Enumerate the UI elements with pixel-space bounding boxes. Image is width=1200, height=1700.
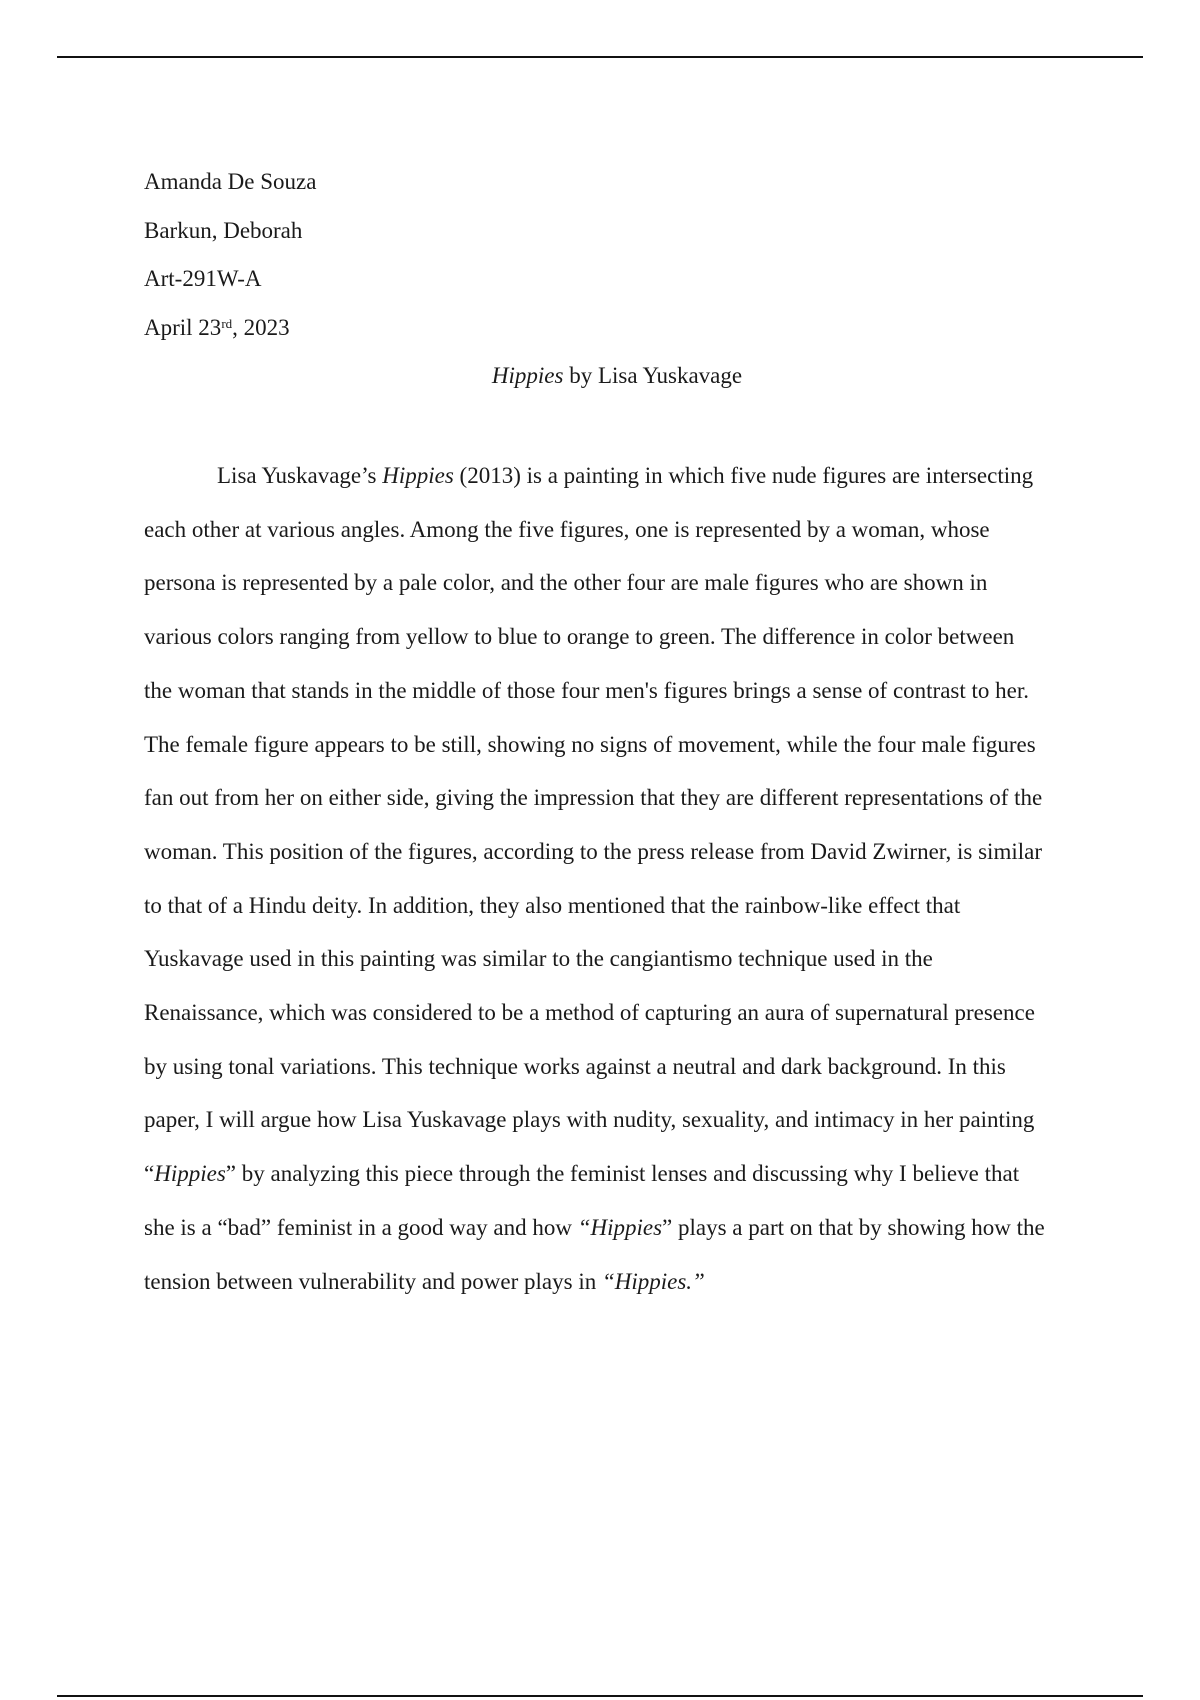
text-line: woman. This position of the figures, according to the press release from David Zwirner, is similar xyxy=(144,838,1042,864)
text-run-italic: Hippies xyxy=(154,1161,226,1187)
text-line xyxy=(144,1201,1094,1255)
paper-date xyxy=(144,304,316,353)
title-rest: by Lisa Yuskavage xyxy=(563,363,743,388)
bottom-rule xyxy=(57,1695,1143,1697)
paper-title xyxy=(0,352,1200,400)
text-run: she is a “bad” feminist in a good way and how xyxy=(144,1214,578,1240)
text-run: (2013) is a painting in which five nude figures are intersecting xyxy=(453,463,1034,488)
title-work: Hippies xyxy=(491,363,564,388)
text-line: various colors ranging from yellow to blue to orange to green. The difference in color between xyxy=(144,624,1015,650)
text-line: fan out from her on either side, giving the impression that they are different representations of the xyxy=(144,785,1043,811)
top-rule xyxy=(57,56,1143,58)
date-month-day: April 23 xyxy=(144,315,222,341)
date-year: , 2023 xyxy=(232,315,290,341)
body-paragraph xyxy=(144,449,1094,1308)
text-line: the woman that stands in the middle of those four men's figures brings a sense of contrast to her. xyxy=(144,677,1029,703)
text-run-italic: Hippies xyxy=(382,463,454,488)
text-line xyxy=(144,1255,1094,1309)
text-run: Lisa Yuskavage’s xyxy=(217,463,383,488)
author-name: Amanda De Souza xyxy=(144,169,317,194)
text-run-italic: “Hippies xyxy=(577,1214,663,1240)
instructor-name: Barkun, Deborah xyxy=(144,217,303,243)
text-line: The female figure appears to be still, showing no signs of movement, while the four male figures xyxy=(144,731,1036,757)
text-line: each other at various angles. Among the five figures, one is represented by a woman, whose xyxy=(144,516,990,542)
text-line: Renaissance, which was considered to be a method of capturing an aura of supernatural presence xyxy=(144,1000,1035,1026)
course-code: Art-291W-A xyxy=(144,266,262,292)
text-line xyxy=(144,1147,1094,1201)
text-run: “ xyxy=(144,1161,155,1187)
header-block xyxy=(144,158,316,353)
text-line: paper, I will argue how Lisa Yuskavage plays with nudity, sexuality, and intimacy in her painting xyxy=(144,1107,1035,1133)
text-line xyxy=(144,449,1094,503)
text-line: Yuskavage used in this painting was similar to the cangiantismo technique used in the xyxy=(144,946,933,972)
text-line: by using tonal variations. This technique works against a neutral and dark background. In this xyxy=(144,1053,1006,1079)
date-ordinal: rd xyxy=(221,316,233,332)
text-run: tension between vulnerability and power plays in xyxy=(144,1268,602,1294)
text-run: ” by analyzing this piece through the feminist lenses and discussing why I believe that xyxy=(225,1161,1020,1187)
text-line: to that of a Hindu deity. In addition, they also mentioned that the rainbow-like effect that xyxy=(144,892,961,918)
text-run-italic: “Hippies.” xyxy=(601,1268,705,1294)
text-run: ” plays a part on that by showing how the xyxy=(662,1214,1045,1240)
text-line: persona is represented by a pale color, and the other four are male figures who are shown in xyxy=(144,570,988,596)
